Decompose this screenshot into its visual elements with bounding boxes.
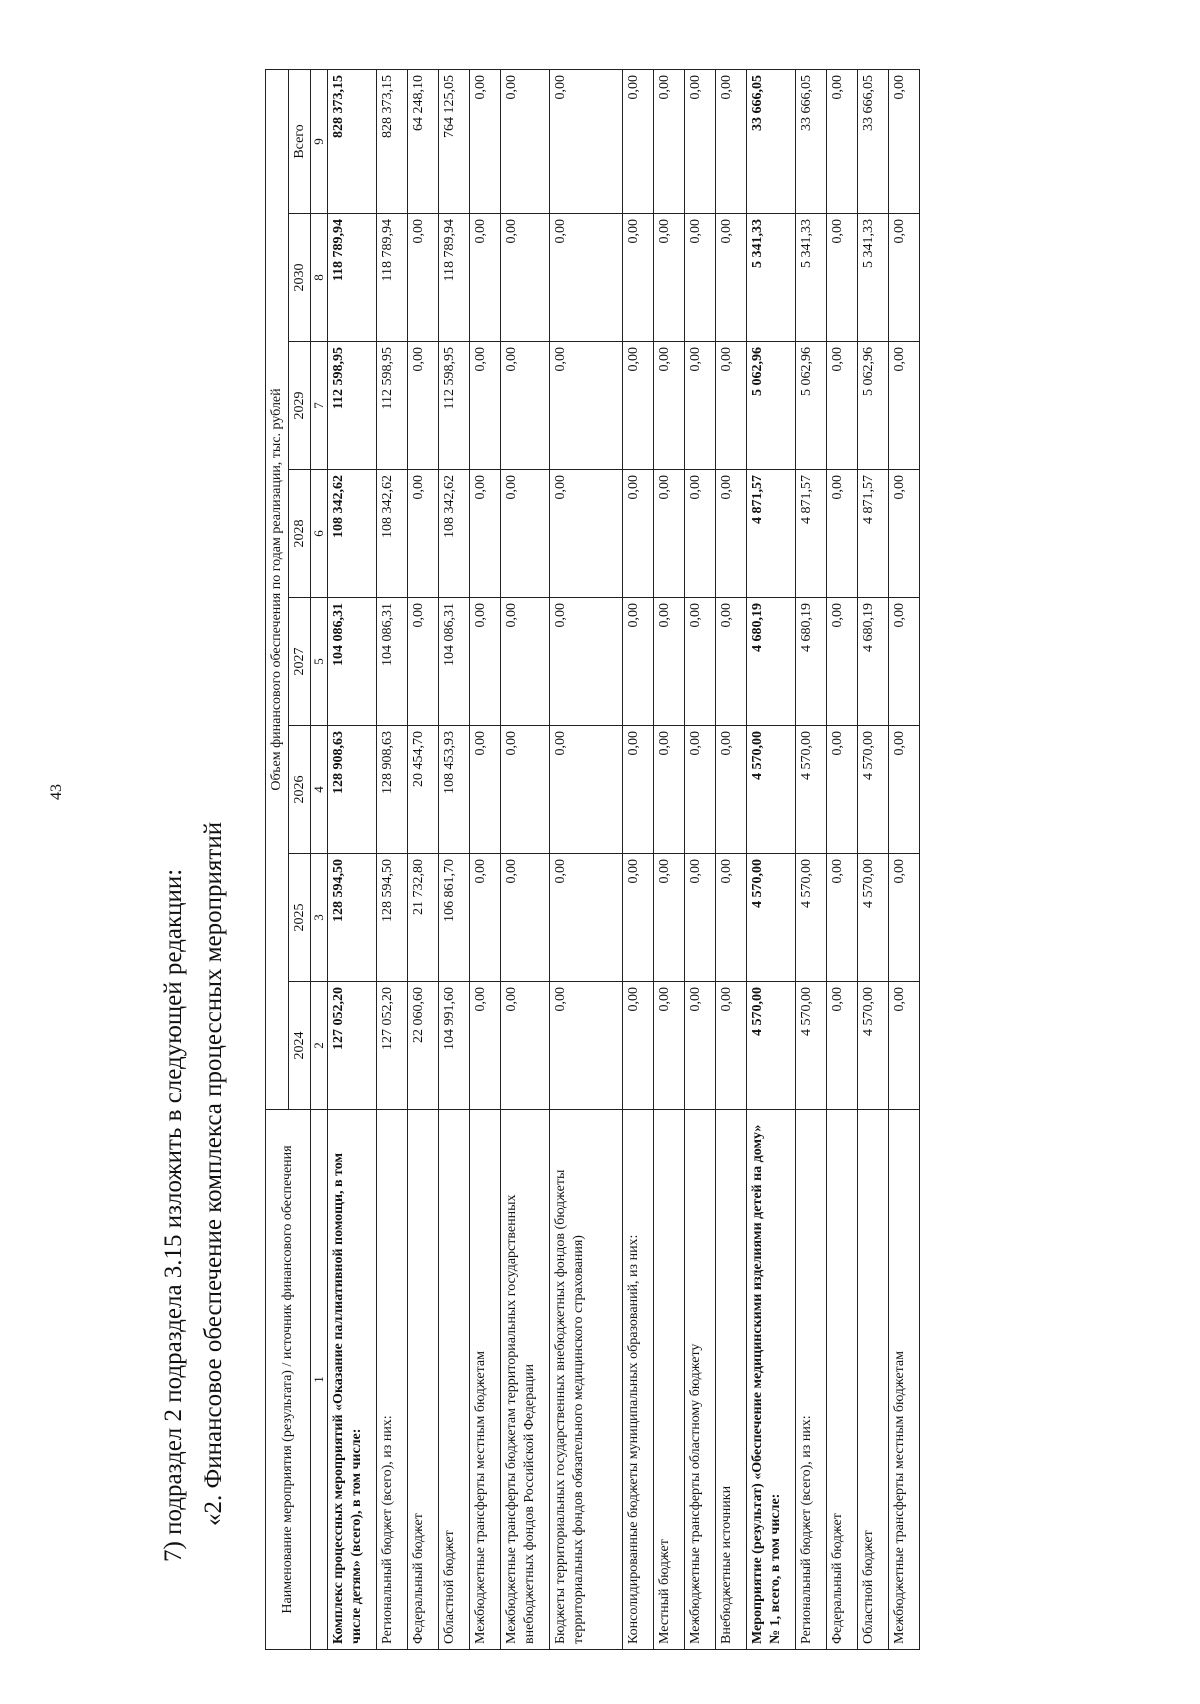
row-value: 0,00 xyxy=(716,598,747,726)
row-value: 0,00 xyxy=(685,342,716,470)
row-value: 0,00 xyxy=(623,598,654,726)
rotated-table-container xyxy=(265,70,1195,1650)
row-value: 0,00 xyxy=(501,69,550,213)
row-value: 0,00 xyxy=(827,726,858,854)
row-value: 4 570,00 xyxy=(747,854,796,982)
row-value: 0,00 xyxy=(408,470,439,598)
table-row xyxy=(550,69,623,1649)
row-value: 0,00 xyxy=(716,854,747,982)
row-value: 0,00 xyxy=(654,726,685,854)
table-row xyxy=(408,69,439,1649)
row-name: Областной бюджет xyxy=(439,1110,470,1650)
row-value: 0,00 xyxy=(501,342,550,470)
row-value: 0,00 xyxy=(889,69,920,213)
row-value: 0,00 xyxy=(470,342,501,470)
row-value: 0,00 xyxy=(623,470,654,598)
row-value: 4 871,57 xyxy=(747,470,796,598)
row-name: Региональный бюджет (всего), из них: xyxy=(796,1110,827,1650)
row-value: 0,00 xyxy=(889,342,920,470)
row-value: 5 062,96 xyxy=(747,342,796,470)
row-value: 128 908,63 xyxy=(328,726,377,854)
row-value: 4 570,00 xyxy=(747,982,796,1110)
row-value: 0,00 xyxy=(550,214,623,342)
row-value: 0,00 xyxy=(889,214,920,342)
row-name: Межбюджетные трансферты областному бюджету xyxy=(685,1110,716,1650)
row-value: 0,00 xyxy=(550,726,623,854)
row-value: 0,00 xyxy=(889,854,920,982)
row-value: 0,00 xyxy=(550,982,623,1110)
header-year: 2025 xyxy=(288,854,311,982)
row-value: 4 871,57 xyxy=(858,470,889,598)
row-value: 0,00 xyxy=(654,214,685,342)
row-value: 0,00 xyxy=(716,470,747,598)
row-value: 0,00 xyxy=(470,854,501,982)
row-value: 0,00 xyxy=(827,598,858,726)
row-value: 0,00 xyxy=(716,342,747,470)
row-name: Комплекс процессных мероприятий «Оказание паллиативной помощи, в том числе детям» (всего), в том числе: xyxy=(328,1110,377,1650)
row-value: 0,00 xyxy=(470,69,501,213)
column-index: 2 xyxy=(311,982,328,1110)
row-value: 4 570,00 xyxy=(796,982,827,1110)
row-value: 0,00 xyxy=(550,69,623,213)
section-instruction: 7) подраздел 2 подраздела 3.15 изложить в следующей редакции: xyxy=(160,868,187,1562)
row-value: 22 060,60 xyxy=(408,982,439,1110)
row-value: 104 086,31 xyxy=(439,598,470,726)
table-row xyxy=(654,69,685,1649)
row-value: 104 086,31 xyxy=(328,598,377,726)
row-value: 0,00 xyxy=(501,470,550,598)
row-value: 0,00 xyxy=(623,69,654,213)
row-value: 20 454,70 xyxy=(408,726,439,854)
row-value: 0,00 xyxy=(685,982,716,1110)
row-name: Местный бюджет xyxy=(654,1110,685,1650)
row-value: 0,00 xyxy=(470,214,501,342)
table-row xyxy=(716,69,747,1649)
header-year: 2026 xyxy=(288,726,311,854)
table-row xyxy=(685,69,716,1649)
row-value: 0,00 xyxy=(470,726,501,854)
row-value: 128 594,50 xyxy=(377,854,408,982)
table-row xyxy=(470,69,501,1649)
row-value: 5 341,33 xyxy=(747,214,796,342)
row-value: 108 342,62 xyxy=(439,470,470,598)
column-index: 5 xyxy=(311,598,328,726)
row-value: 108 342,62 xyxy=(328,470,377,598)
row-value: 5 062,96 xyxy=(858,342,889,470)
row-value: 0,00 xyxy=(827,214,858,342)
row-value: 104 991,60 xyxy=(439,982,470,1110)
row-value: 0,00 xyxy=(827,982,858,1110)
row-name: Региональный бюджет (всего), из них: xyxy=(377,1110,408,1650)
row-value: 0,00 xyxy=(623,726,654,854)
row-value: 128 908,63 xyxy=(377,726,408,854)
column-index: 7 xyxy=(311,342,328,470)
header-volume: Объем финансового обеспечения по годам реализации, тыс. рублей xyxy=(266,69,289,1109)
row-value: 0,00 xyxy=(550,470,623,598)
row-value: 5 341,33 xyxy=(858,214,889,342)
row-value: 0,00 xyxy=(716,69,747,213)
row-value: 0,00 xyxy=(685,214,716,342)
row-value: 106 861,70 xyxy=(439,854,470,982)
table-row xyxy=(501,69,550,1649)
row-value: 0,00 xyxy=(889,982,920,1110)
row-value: 108 453,93 xyxy=(439,726,470,854)
table-row xyxy=(328,69,377,1649)
row-value: 0,00 xyxy=(623,982,654,1110)
row-value: 0,00 xyxy=(827,470,858,598)
row-value: 118 789,94 xyxy=(439,214,470,342)
table-row xyxy=(439,69,470,1649)
row-name: Межбюджетные трансферты бюджетам территориальных государственных внебюджетных фондов Российской Федерации xyxy=(501,1110,550,1650)
table-row xyxy=(747,69,796,1649)
header-year: 2028 xyxy=(288,470,311,598)
row-value: 0,00 xyxy=(623,342,654,470)
row-value: 0,00 xyxy=(685,69,716,213)
row-value: 0,00 xyxy=(889,598,920,726)
row-value: 4 680,19 xyxy=(796,598,827,726)
row-value: 0,00 xyxy=(623,854,654,982)
column-index: 1 xyxy=(311,1110,328,1650)
row-name: Бюджеты территориальных государственных внебюджетных фондов (бюджеты территориальных фондов обязательного медицинского страхования) xyxy=(550,1110,623,1650)
row-value: 5 341,33 xyxy=(796,214,827,342)
row-value: 4 570,00 xyxy=(858,726,889,854)
row-value: 127 052,20 xyxy=(377,982,408,1110)
row-value: 828 373,15 xyxy=(377,69,408,213)
row-value: 0,00 xyxy=(685,726,716,854)
header-total: Всего xyxy=(288,69,311,213)
row-value: 33 666,05 xyxy=(747,69,796,213)
table-row xyxy=(889,69,920,1649)
row-value: 64 248,10 xyxy=(408,69,439,213)
row-value: 0,00 xyxy=(470,598,501,726)
table-row xyxy=(796,69,827,1649)
row-value: 128 594,50 xyxy=(328,854,377,982)
row-value: 0,00 xyxy=(654,470,685,598)
header-year: 2024 xyxy=(288,982,311,1110)
row-value: 0,00 xyxy=(501,214,550,342)
row-value: 4 680,19 xyxy=(747,598,796,726)
row-value: 0,00 xyxy=(470,470,501,598)
row-value: 0,00 xyxy=(889,726,920,854)
row-value: 0,00 xyxy=(685,470,716,598)
row-value: 4 570,00 xyxy=(858,854,889,982)
row-value: 764 125,05 xyxy=(439,69,470,213)
row-value: 4 570,00 xyxy=(796,726,827,854)
row-value: 0,00 xyxy=(501,854,550,982)
row-name: Мероприятие (результат) «Обеспечение медицинскими изделиями детей на дому» № 1, всего, в том числе: xyxy=(747,1110,796,1650)
row-value: 4 680,19 xyxy=(858,598,889,726)
table-row xyxy=(377,69,408,1649)
row-value: 0,00 xyxy=(827,342,858,470)
page-number: 43 xyxy=(48,784,65,800)
row-value: 118 789,94 xyxy=(328,214,377,342)
table-row xyxy=(858,69,889,1649)
row-value: 0,00 xyxy=(716,214,747,342)
row-name: Межбюджетные трансферты местным бюджетам xyxy=(889,1110,920,1650)
row-value: 33 666,05 xyxy=(858,69,889,213)
row-name: Консолидированные бюджеты муниципальных образований, из них: xyxy=(623,1110,654,1650)
row-name: Федеральный бюджет xyxy=(827,1110,858,1650)
row-value: 0,00 xyxy=(408,214,439,342)
column-index: 3 xyxy=(311,854,328,982)
row-value: 33 666,05 xyxy=(796,69,827,213)
row-value: 4 570,00 xyxy=(747,726,796,854)
table-row xyxy=(623,69,654,1649)
row-value: 112 598,95 xyxy=(439,342,470,470)
row-value: 104 086,31 xyxy=(377,598,408,726)
row-value: 21 732,80 xyxy=(408,854,439,982)
row-name: Межбюджетные трансферты местным бюджетам xyxy=(470,1110,501,1650)
row-value: 0,00 xyxy=(550,342,623,470)
column-index: 8 xyxy=(311,214,328,342)
row-value: 0,00 xyxy=(501,982,550,1110)
row-name: Областной бюджет xyxy=(858,1110,889,1650)
row-value: 0,00 xyxy=(501,726,550,854)
row-value: 5 062,96 xyxy=(796,342,827,470)
row-value: 4 570,00 xyxy=(796,854,827,982)
section-title: «2. Финансовое обеспечение комплекса процессных мероприятий xyxy=(200,821,227,1526)
row-value: 0,00 xyxy=(716,982,747,1110)
row-value: 0,00 xyxy=(716,726,747,854)
row-value: 0,00 xyxy=(654,69,685,213)
row-value: 0,00 xyxy=(408,342,439,470)
column-index: 6 xyxy=(311,470,328,598)
row-value: 0,00 xyxy=(654,598,685,726)
row-value: 0,00 xyxy=(550,598,623,726)
row-value: 0,00 xyxy=(550,854,623,982)
row-value: 108 342,62 xyxy=(377,470,408,598)
row-value: 118 789,94 xyxy=(377,214,408,342)
row-value: 0,00 xyxy=(470,982,501,1110)
row-value: 112 598,95 xyxy=(377,342,408,470)
table-row xyxy=(827,69,858,1649)
row-value: 4 570,00 xyxy=(858,982,889,1110)
row-value: 828 373,15 xyxy=(328,69,377,213)
row-value: 0,00 xyxy=(827,69,858,213)
row-value: 4 871,57 xyxy=(796,470,827,598)
financial-table xyxy=(265,69,920,1650)
row-value: 0,00 xyxy=(623,214,654,342)
column-index: 4 xyxy=(311,726,328,854)
row-value: 0,00 xyxy=(827,854,858,982)
row-value: 112 598,95 xyxy=(328,342,377,470)
row-value: 0,00 xyxy=(685,854,716,982)
row-value: 0,00 xyxy=(408,598,439,726)
row-value: 0,00 xyxy=(654,342,685,470)
header-year: 2030 xyxy=(288,214,311,342)
row-value: 0,00 xyxy=(685,598,716,726)
row-value: 0,00 xyxy=(654,854,685,982)
row-value: 0,00 xyxy=(654,982,685,1110)
header-year: 2029 xyxy=(288,342,311,470)
row-value: 0,00 xyxy=(501,598,550,726)
column-index: 9 xyxy=(311,69,328,213)
header-name: Наименование мероприятия (результата) / источник финансового обеспечения xyxy=(266,1110,311,1650)
row-value: 127 052,20 xyxy=(328,982,377,1110)
header-year: 2027 xyxy=(288,598,311,726)
row-value: 0,00 xyxy=(889,470,920,598)
row-name: Федеральный бюджет xyxy=(408,1110,439,1650)
row-name: Внебюджетные источники xyxy=(716,1110,747,1650)
